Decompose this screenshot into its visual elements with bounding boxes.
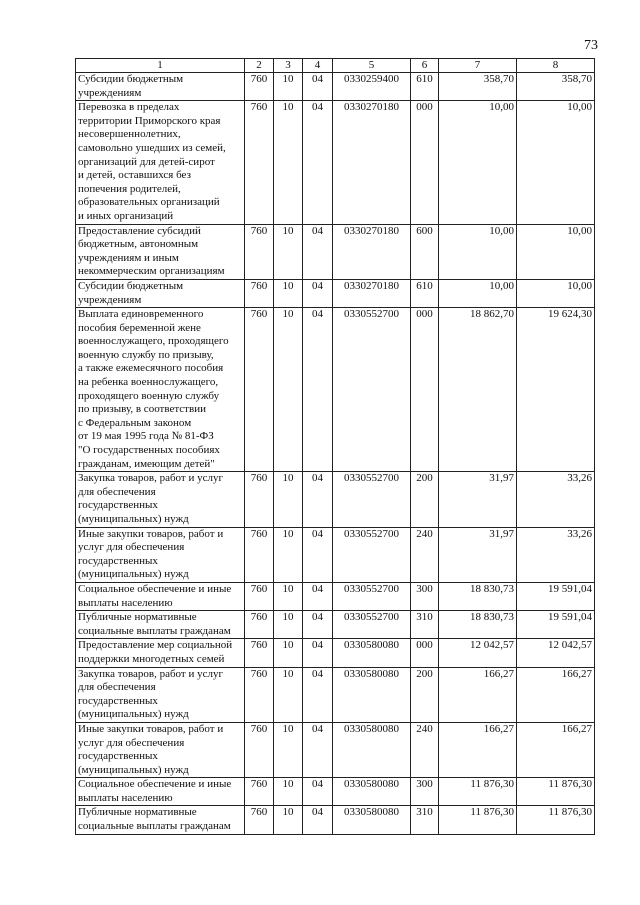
subsection-code: 04	[303, 101, 333, 224]
ministry-code: 760	[245, 806, 274, 834]
row-name	[76, 224, 245, 279]
section-code: 10	[274, 224, 303, 279]
amount-year-1: 10,00	[439, 101, 517, 224]
row-name-line: (муниципальных) нужд	[78, 568, 189, 581]
row-name-line: учреждениям и иным	[78, 251, 179, 264]
row-name-line: организаций для детей-сирот	[78, 155, 215, 168]
ministry-code: 760	[245, 472, 274, 527]
table-row	[76, 582, 595, 610]
amount-year-1: 358,70	[439, 73, 517, 101]
ministry-code: 760	[245, 73, 274, 101]
column-number: 8	[517, 59, 595, 73]
target-article-code: 0330270180	[333, 101, 411, 224]
row-name-line: на ребенка военнослужащего,	[78, 376, 219, 389]
column-number: 6	[411, 59, 439, 73]
amount-year-1: 18 830,73	[439, 611, 517, 639]
row-name-line: социальные выплаты гражданам	[78, 820, 231, 833]
row-name-line: гражданам, имеющим детей"	[78, 457, 215, 470]
row-name-line: Закупка товаров, работ и услуг	[78, 472, 223, 485]
target-article-code: 0330270180	[333, 224, 411, 279]
row-name	[76, 611, 245, 639]
row-name-line: Предоставление мер социальной	[78, 639, 233, 652]
subsection-code: 04	[303, 73, 333, 101]
row-name-line: Иные закупки товаров, работ и	[78, 722, 224, 735]
row-name-line: бюджетным, автономным	[78, 238, 199, 251]
ministry-code: 760	[245, 722, 274, 777]
row-name-line: некоммерческим организациям	[78, 265, 225, 278]
row-name	[76, 472, 245, 527]
amount-year-1: 166,27	[439, 722, 517, 777]
row-name-line: государственных	[78, 499, 158, 512]
amount-year-2: 33,26	[517, 472, 595, 527]
amount-year-2: 10,00	[517, 224, 595, 279]
ministry-code: 760	[245, 224, 274, 279]
section-code: 10	[274, 667, 303, 722]
table-body	[76, 73, 595, 835]
section-code: 10	[274, 778, 303, 806]
column-number: 1	[76, 59, 245, 73]
row-name-line: несовершеннолетних,	[78, 128, 181, 141]
subsection-code: 04	[303, 472, 333, 527]
row-name-line: Выплата единовременного	[78, 308, 204, 321]
row-name-line: (муниципальных) нужд	[78, 513, 189, 525]
ministry-code: 760	[245, 101, 274, 224]
target-article-code: 0330580080	[333, 806, 411, 834]
amount-year-2: 19 591,04	[517, 582, 595, 610]
row-name-line: территории Приморского края	[78, 114, 221, 127]
section-code: 10	[274, 722, 303, 777]
row-name-line: Субсидии бюджетным	[78, 73, 184, 85]
amount-year-2: 166,27	[517, 722, 595, 777]
table-row	[76, 611, 595, 639]
row-name-line: учреждениям	[78, 293, 142, 306]
row-name	[76, 582, 245, 610]
row-name	[76, 73, 245, 101]
row-name-line: по призыву, в соответствии	[78, 403, 206, 416]
subsection-code: 04	[303, 639, 333, 667]
row-name-line: пособия беременной жене	[78, 321, 201, 334]
column-number: 7	[439, 59, 517, 73]
amount-year-1: 11 876,30	[439, 778, 517, 806]
row-name-line: Публичные нормативные	[78, 611, 197, 624]
budget-table	[75, 58, 595, 835]
target-article-code: 0330552700	[333, 308, 411, 472]
amount-year-2: 33,26	[517, 527, 595, 582]
row-name	[76, 527, 245, 582]
expense-type-code: 610	[411, 73, 439, 101]
table-row	[76, 667, 595, 722]
subsection-code: 04	[303, 667, 333, 722]
section-code: 10	[274, 101, 303, 224]
subsection-code: 04	[303, 582, 333, 610]
amount-year-2: 12 042,57	[517, 639, 595, 667]
target-article-code: 0330552700	[333, 582, 411, 610]
amount-year-1: 11 876,30	[439, 806, 517, 834]
row-name-line: военную службу по призыву,	[78, 348, 214, 361]
expense-type-code: 000	[411, 101, 439, 224]
amount-year-2: 358,70	[517, 73, 595, 101]
row-name-line: Социальное обеспечение и иные	[78, 582, 232, 595]
ministry-code: 760	[245, 527, 274, 582]
page-number: 73	[584, 38, 598, 53]
target-article-code: 0330270180	[333, 279, 411, 307]
amount-year-1: 18 830,73	[439, 582, 517, 610]
target-article-code: 0330259400	[333, 73, 411, 101]
row-name-line: Социальное обеспечение и иные	[78, 778, 232, 791]
amount-year-2: 11 876,30	[517, 806, 595, 834]
expense-type-code: 240	[411, 722, 439, 777]
expense-type-code: 000	[411, 639, 439, 667]
target-article-code: 0330552700	[333, 472, 411, 527]
amount-year-1: 12 042,57	[439, 639, 517, 667]
row-name-line: (муниципальных) нужд	[78, 763, 189, 776]
amount-year-2: 166,27	[517, 667, 595, 722]
row-name-line: Субсидии бюджетным	[78, 279, 184, 292]
subsection-code: 04	[303, 722, 333, 777]
row-name-line: от 19 мая 1995 года № 81-ФЗ	[78, 430, 214, 443]
amount-year-2: 19 591,04	[517, 611, 595, 639]
table-row	[76, 639, 595, 667]
target-article-code: 0330580080	[333, 667, 411, 722]
target-article-code: 0330580080	[333, 722, 411, 777]
amount-year-1: 166,27	[439, 667, 517, 722]
row-name	[76, 722, 245, 777]
row-name-line: с Федеральным законом	[78, 416, 192, 429]
table-row	[76, 73, 595, 101]
row-name-line: социальные выплаты гражданам	[78, 624, 231, 637]
amount-year-1: 31,97	[439, 527, 517, 582]
ministry-code: 760	[245, 778, 274, 806]
section-code: 10	[274, 472, 303, 527]
section-code: 10	[274, 279, 303, 307]
subsection-code: 04	[303, 308, 333, 472]
expense-type-code: 310	[411, 611, 439, 639]
expense-type-code: 200	[411, 472, 439, 527]
ministry-code: 760	[245, 279, 274, 307]
row-name-line: Закупка товаров, работ и услуг	[78, 667, 223, 680]
row-name-line: выплаты населению	[78, 791, 173, 804]
row-name-line: "О государственных пособиях	[78, 444, 220, 457]
table-row	[76, 527, 595, 582]
amount-year-1: 10,00	[439, 279, 517, 307]
amount-year-2: 10,00	[517, 279, 595, 307]
row-name-line: и детей, оставшихся без	[78, 169, 191, 182]
expense-type-code: 200	[411, 667, 439, 722]
section-code: 10	[274, 611, 303, 639]
expense-type-code: 240	[411, 527, 439, 582]
section-code: 10	[274, 308, 303, 472]
expense-type-code: 000	[411, 308, 439, 472]
subsection-code: 04	[303, 778, 333, 806]
row-name-line: Иные закупки товаров, работ и	[78, 527, 224, 540]
subsection-code: 04	[303, 611, 333, 639]
row-name-line: образовательных организаций	[78, 196, 220, 209]
section-code: 10	[274, 582, 303, 610]
target-article-code: 0330580080	[333, 778, 411, 806]
target-article-code: 0330552700	[333, 527, 411, 582]
column-number: 3	[274, 59, 303, 73]
column-number: 2	[245, 59, 274, 73]
ministry-code: 760	[245, 639, 274, 667]
section-code: 10	[274, 527, 303, 582]
ministry-code: 760	[245, 611, 274, 639]
row-name-line: выплаты населению	[78, 596, 173, 609]
ministry-code: 760	[245, 308, 274, 472]
ministry-code: 760	[245, 667, 274, 722]
table-row	[76, 308, 595, 472]
section-code: 10	[274, 806, 303, 834]
amount-year-1: 18 862,70	[439, 308, 517, 472]
amount-year-2: 11 876,30	[517, 778, 595, 806]
amount-year-1: 31,97	[439, 472, 517, 527]
row-name	[76, 101, 245, 224]
row-name	[76, 667, 245, 722]
table-row	[76, 778, 595, 806]
row-name-line: учреждениям	[78, 86, 142, 99]
expense-type-code: 600	[411, 224, 439, 279]
column-number: 4	[303, 59, 333, 73]
row-name	[76, 806, 245, 834]
table-row	[76, 101, 595, 224]
row-name-line: самовольно ушедших из семей,	[78, 141, 226, 154]
table-row	[76, 806, 595, 834]
table-row	[76, 224, 595, 279]
row-name-line: Публичные нормативные	[78, 806, 197, 819]
row-name-line: государственных	[78, 554, 158, 567]
row-name-line: военнослужащего, проходящего	[78, 335, 229, 348]
row-name-line: и иных организаций	[78, 209, 174, 222]
row-name-line: Предоставление субсидий	[78, 224, 201, 237]
row-name-line: Перевозка в пределах	[78, 101, 180, 114]
row-name-line: попечения родителей,	[78, 182, 181, 195]
section-code: 10	[274, 639, 303, 667]
subsection-code: 04	[303, 279, 333, 307]
expense-type-code: 300	[411, 582, 439, 610]
target-article-code: 0330580080	[333, 639, 411, 667]
row-name-line: государственных	[78, 694, 158, 707]
row-name	[76, 778, 245, 806]
expense-type-code: 310	[411, 806, 439, 834]
subsection-code: 04	[303, 806, 333, 834]
column-number: 5	[333, 59, 411, 73]
table-row	[76, 279, 595, 307]
table-row	[76, 472, 595, 527]
row-name-line: услуг для обеспечения	[78, 736, 185, 749]
row-name	[76, 639, 245, 667]
table-row	[76, 722, 595, 777]
row-name-line: (муниципальных) нужд	[78, 708, 189, 721]
row-name-line: а также ежемесячного пособия	[78, 362, 224, 375]
amount-year-2: 19 624,30	[517, 308, 595, 472]
row-name-line: услуг для обеспечения	[78, 541, 185, 554]
column-number-row	[76, 59, 595, 73]
row-name-line: поддержки многодетных семей	[78, 652, 225, 665]
row-name-line: государственных	[78, 750, 158, 763]
row-name-line: для обеспечения	[78, 485, 156, 498]
row-name	[76, 279, 245, 307]
section-code: 10	[274, 73, 303, 101]
row-name-line: для обеспечения	[78, 681, 156, 694]
expense-type-code: 610	[411, 279, 439, 307]
subsection-code: 04	[303, 527, 333, 582]
amount-year-2: 10,00	[517, 101, 595, 224]
target-article-code: 0330552700	[333, 611, 411, 639]
subsection-code: 04	[303, 224, 333, 279]
row-name-line: проходящего военную службу	[78, 389, 220, 402]
row-name	[76, 308, 245, 472]
expense-type-code: 300	[411, 778, 439, 806]
amount-year-1: 10,00	[439, 224, 517, 279]
ministry-code: 760	[245, 582, 274, 610]
